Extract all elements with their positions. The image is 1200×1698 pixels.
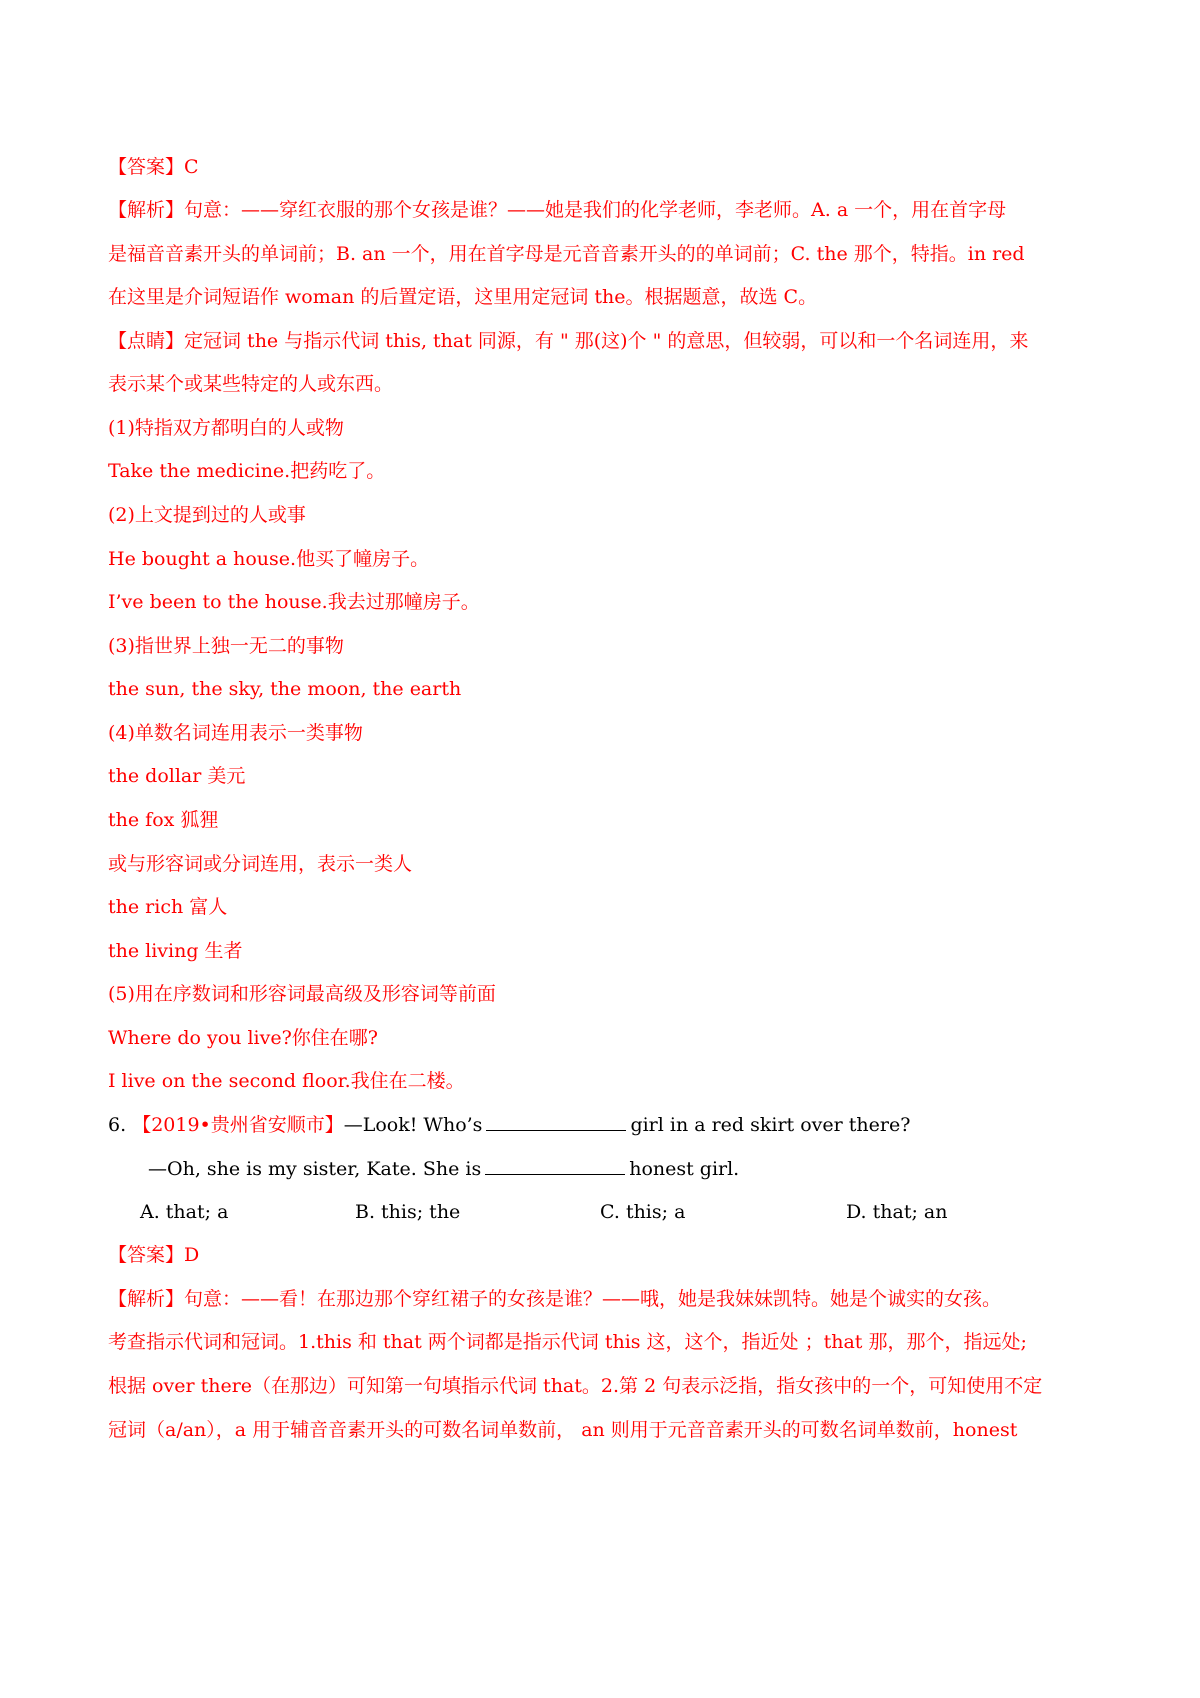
question-number: 6.	[108, 1114, 127, 1136]
answer-line-1	[108, 153, 1098, 181]
analysis2-line-4: 冠词（a/an），a 用于辅音音素开头的可数名词单数前， an 则用于元音音素开头的可数名词单数前，honest	[108, 1419, 1018, 1441]
point-text: 定冠词 the 与指示代词 this, that 同源，有 " 那(这)个 " 的意思，但较弱，可以和一个名词连用，来	[184, 330, 1029, 352]
option-c: C. this; a	[600, 1201, 686, 1223]
usage-line: (4)单数名词连用表示一类事物	[108, 722, 363, 744]
analysis-line-3: 在这里是介词短语作 woman 的后置定语，这里用定冠词 the。根据题意，故选 C。	[108, 286, 818, 308]
option-a: A. that; a	[140, 1201, 229, 1223]
option-d: D. that; an	[846, 1201, 948, 1223]
usage-line: (3)指世界上独一无二的事物	[108, 635, 344, 657]
answer-blank	[486, 1112, 626, 1131]
analysis2-line-1	[108, 1285, 1098, 1313]
usage-line: (1)特指双方都明白的人或物	[108, 417, 344, 439]
point-line-1	[108, 327, 1098, 355]
answer-value: D	[184, 1244, 200, 1266]
analysis-label: 【解析】	[108, 199, 185, 221]
usage-line: the dollar 美元	[108, 765, 246, 787]
usage-line: the rich 富人	[108, 896, 228, 918]
question-text-b: girl in a red skirt over there?	[630, 1114, 911, 1136]
usage-line: He bought a house.他买了幢房子。	[108, 548, 430, 570]
usage-line: I’ve been to the house.我去过那幢房子。	[108, 591, 480, 613]
analysis-text: 句意：——看！在那边那个穿红裙子的女孩是谁？——哦，她是我妹妹凯特。她是个诚实的女孩。	[184, 1288, 1002, 1310]
question-text-a: —Look! Who’s	[343, 1114, 483, 1136]
option-b: B. this; the	[355, 1201, 461, 1223]
question-source: 【2019•贵州省安顺市】	[132, 1114, 344, 1136]
analysis-label: 【解析】	[108, 1288, 185, 1310]
answer-label: 【答案】	[108, 156, 185, 178]
point-line-2: 表示某个或某些特定的人或东西。	[108, 373, 394, 395]
answer-line-2	[108, 1241, 1098, 1269]
usage-line: (5)用在序数词和形容词最高级及形容词等前面	[108, 983, 496, 1005]
usage-line: the sun, the sky, the moon, the earth	[108, 678, 462, 700]
usage-line: the fox 狐狸	[108, 809, 219, 831]
usage-line: Where do you live?你住在哪?	[108, 1027, 378, 1049]
usage-line: Take the medicine.把药吃了。	[108, 460, 386, 482]
question-text-a: —Oh, she is my sister, Kate. She is	[148, 1158, 482, 1180]
answer-blank	[485, 1156, 625, 1175]
question-6-line-1	[108, 1111, 1098, 1139]
analysis-line-2: 是福音音素开头的单词前；B. an 一个，用在首字母是元音音素开头的的单词前；C. the 那个，特指。in red	[108, 243, 1025, 265]
usage-line: I live on the second floor.我住在二楼。	[108, 1070, 465, 1092]
usage-line: 或与形容词或分词连用，表示一类人	[108, 853, 413, 875]
analysis2-line-3: 根据 over there（在那边）可知第一句填指示代词 that。2.第 2 句表示泛指，指女孩中的一个，可知使用不定	[108, 1375, 1043, 1397]
question-6-line-2	[148, 1155, 1138, 1183]
question-text-b: honest girl.	[629, 1158, 740, 1180]
analysis2-line-2: 考查指示代词和冠词。1.this 和 that 两个词都是指示代词 this 这，这个，指近处 ；that 那，那个，指远处;	[108, 1331, 1027, 1353]
usage-line: (2)上文提到过的人或事	[108, 504, 306, 526]
usage-line: the living 生者	[108, 940, 243, 962]
answer-label: 【答案】	[108, 1244, 185, 1266]
answer-value: C	[184, 156, 199, 178]
analysis-line-1	[108, 196, 1098, 224]
analysis-text: 句意：——穿红衣服的那个女孩是谁？——她是我们的化学老师，李老师。A. a 一个，用在首字母	[184, 199, 1007, 221]
point-label: 【点睛】	[108, 330, 185, 352]
